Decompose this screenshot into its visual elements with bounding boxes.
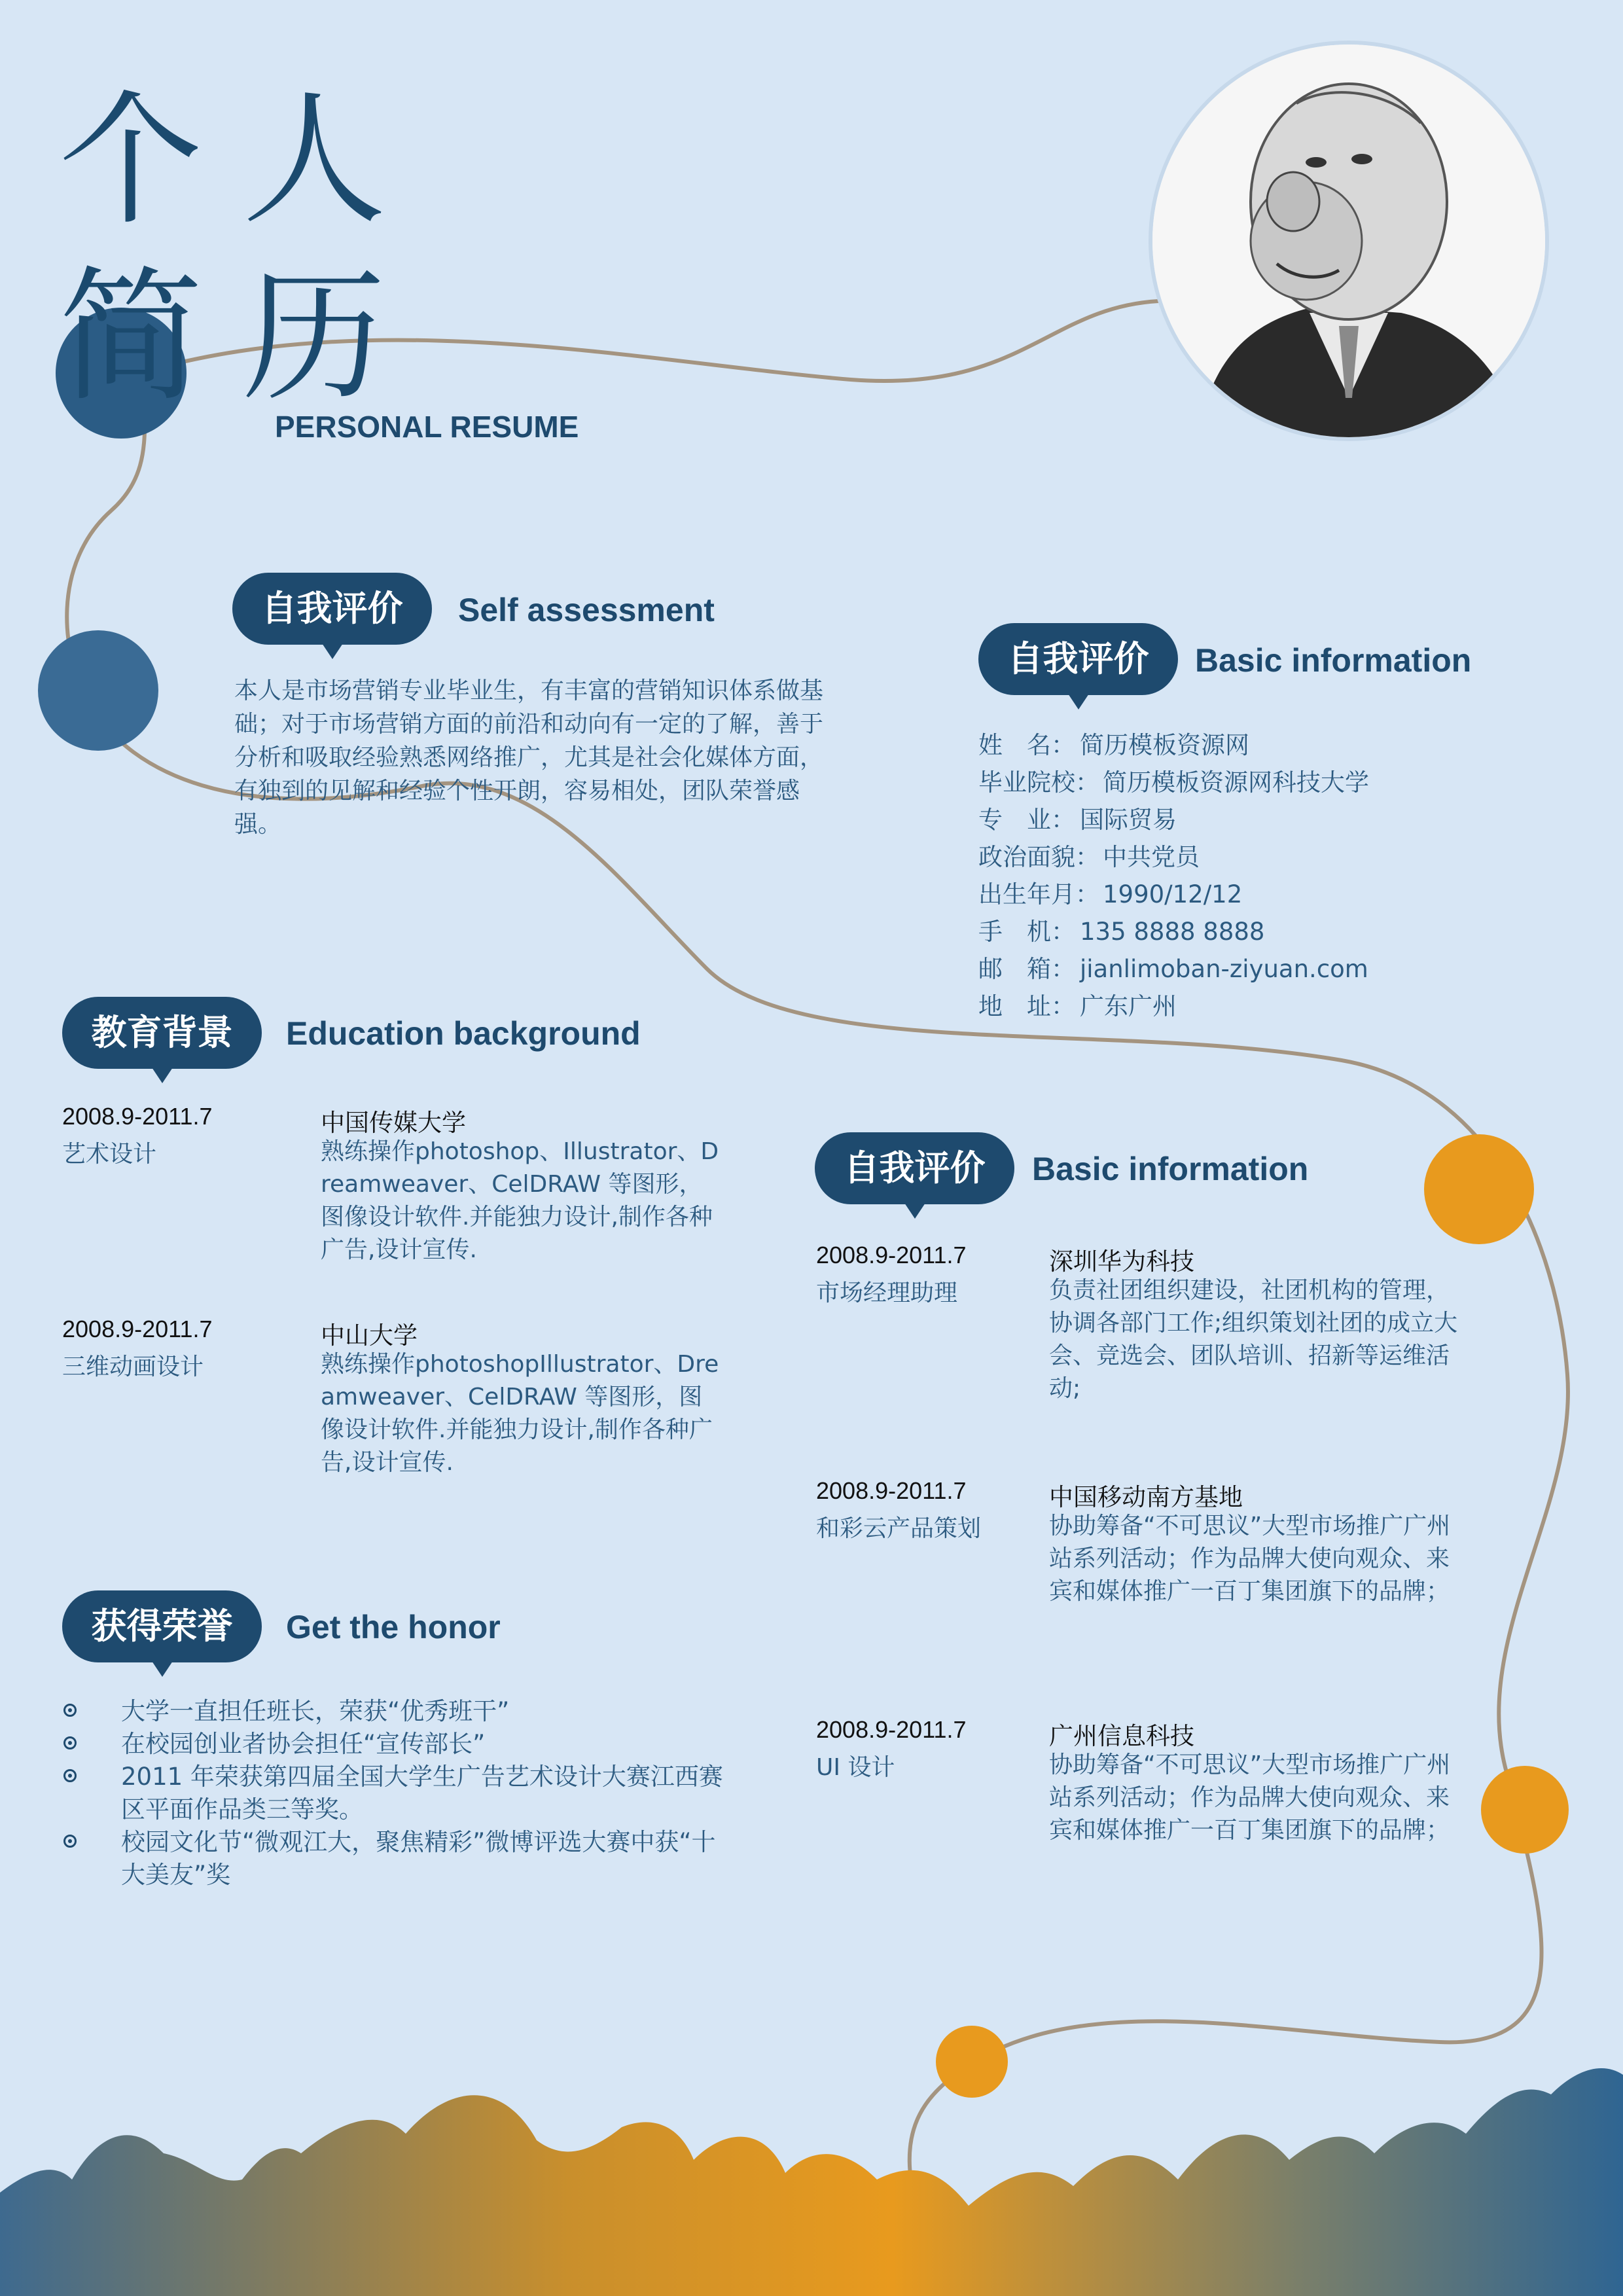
work-desc: 协助筹备“不可思议”大型市场推广广州站系列活动；作为品牌大使向观众、来宾和媒体推广一百丁集团旗下的品牌； — [1049, 1751, 1451, 1844]
work-desc: 负责社团组织建设，社团机构的管理，协调各部门工作;组织策划社团的成立大会、竞选会、团队培训、招新等运维活动; — [1049, 1277, 1458, 1402]
avatar — [1149, 41, 1549, 441]
work-role: 和彩云产品策划 — [816, 1515, 982, 1542]
info-value: jianlimoban-ziyuan.com — [1080, 955, 1368, 983]
self-assessment-text: 本人是市场营销专业毕业生，有丰富的营销知识体系做基础；对于市场营销方面的前沿和动向有一定的了解，善于分析和吸取经验熟悉网络推广，尤其是社会化媒体方面，有独到的见解和经验个性开朗，容易相处，团队荣誉感强。 — [234, 677, 824, 838]
info-row-name — [978, 726, 1249, 764]
info-label: 专 业： — [978, 806, 1075, 834]
honor-text: 2011 年荣获第四届全国大学生广告艺术设计大赛江西赛区平面作品类三等奖。 — [121, 1763, 723, 1823]
work-company: 中国移动南方基地 — [1049, 1483, 1243, 1511]
info-row-address — [978, 988, 1177, 1025]
info-label: 邮 箱： — [978, 955, 1075, 983]
bullet-icon — [63, 1769, 77, 1782]
info-label: 手 机： — [978, 918, 1075, 946]
info-value: 135 8888 8888 — [1080, 918, 1265, 946]
decor-circle-navy-2 — [38, 630, 158, 751]
work-date: 2008.9-2011.7 — [816, 1242, 967, 1268]
work-title: Basic information — [1032, 1151, 1309, 1187]
info-label: 地 址： — [978, 992, 1075, 1020]
education-title: Education background — [286, 1015, 641, 1052]
info-label: 毕业院校： — [978, 768, 1099, 797]
info-value: 简历模板资源网 — [1080, 731, 1249, 759]
info-row-school — [978, 764, 1369, 801]
mountains — [0, 2068, 1623, 2296]
edu-school: 中国传媒大学 — [321, 1109, 466, 1137]
self-assessment-badge: 自我评价 — [232, 573, 432, 645]
info-row-phone — [978, 913, 1264, 950]
decor-circle-orange-1 — [1424, 1134, 1534, 1244]
edu-date: 2008.9-2011.7 — [62, 1316, 213, 1342]
work-date: 2008.9-2011.7 — [816, 1716, 967, 1743]
bullet-icon — [63, 1704, 77, 1717]
info-label: 姓 名： — [978, 731, 1075, 759]
basic-info-title: Basic information — [1195, 642, 1472, 679]
info-value: 1990/12/12 — [1103, 880, 1243, 908]
info-value: 简历模板资源网科技大学 — [1103, 768, 1369, 797]
info-value: 国际贸易 — [1080, 806, 1177, 834]
honors-title: Get the honor — [286, 1609, 501, 1645]
work-company: 深圳华为科技 — [1049, 1247, 1194, 1276]
info-row-birth — [978, 876, 1242, 913]
work-date: 2008.9-2011.7 — [816, 1477, 967, 1504]
work-badge: 自我评价 — [815, 1132, 1014, 1204]
info-label: 出生年月： — [978, 880, 1099, 908]
work-desc: 协助筹备“不可思议”大型市场推广广州站系列活动；作为品牌大使向观众、来宾和媒体推广一百丁集团旗下的品牌； — [1049, 1513, 1451, 1605]
page-subtitle: PERSONAL RESUME — [275, 410, 579, 444]
self-assessment-title: Self assessment — [458, 592, 715, 628]
info-row-political — [978, 838, 1200, 876]
basic-info-badge: 自我评价 — [978, 623, 1178, 695]
edu-desc: 熟练操作photoshop、Illustrator、Dreamweaver、CelDRAW 等图形，图像设计软件.并能独力设计,制作各种广告,设计宣传. — [321, 1138, 719, 1263]
honor-text: 在校园创业者协会担任“宣传部长” — [121, 1730, 486, 1758]
list-item — [59, 1728, 740, 1761]
work-role: 市场经理助理 — [816, 1280, 958, 1306]
info-value: 中共党员 — [1103, 843, 1200, 871]
decor-circle-orange-2 — [1481, 1766, 1569, 1854]
honor-text: 校园文化节“微观江大，聚焦精彩”微博评选大赛中获“十大美友”奖 — [121, 1828, 716, 1889]
page-title: 个人简历 — [59, 77, 426, 421]
bullet-icon — [63, 1835, 77, 1848]
honors-badge: 获得荣誉 — [62, 1590, 262, 1662]
list-item — [59, 1826, 740, 1892]
info-label: 政治面貌： — [978, 843, 1099, 871]
work-role: UI 设计 — [816, 1754, 895, 1781]
decor-circle-orange-3 — [936, 2026, 1008, 2098]
edu-desc: 熟练操作photoshopIllustrator、Dreamweaver、CelDRAW 等图形，图像设计软件.并能独力设计,制作各种广告,设计宣传. — [321, 1351, 719, 1476]
work-company: 广州信息科技 — [1049, 1722, 1194, 1750]
edu-school: 中山大学 — [321, 1321, 418, 1350]
info-row-major — [978, 801, 1177, 838]
edu-major: 三维动画设计 — [62, 1354, 204, 1380]
honor-text: 大学一直担任班长，荣获“优秀班干” — [121, 1697, 510, 1725]
list-item — [59, 1695, 740, 1728]
info-value: 广东广州 — [1080, 992, 1177, 1020]
edu-date: 2008.9-2011.7 — [62, 1103, 213, 1130]
bullet-icon — [63, 1736, 77, 1749]
edu-major: 艺术设计 — [62, 1141, 157, 1168]
info-row-email — [978, 950, 1368, 988]
honors-list — [59, 1695, 740, 1892]
list-item — [59, 1761, 740, 1826]
education-badge: 教育背景 — [62, 997, 262, 1069]
